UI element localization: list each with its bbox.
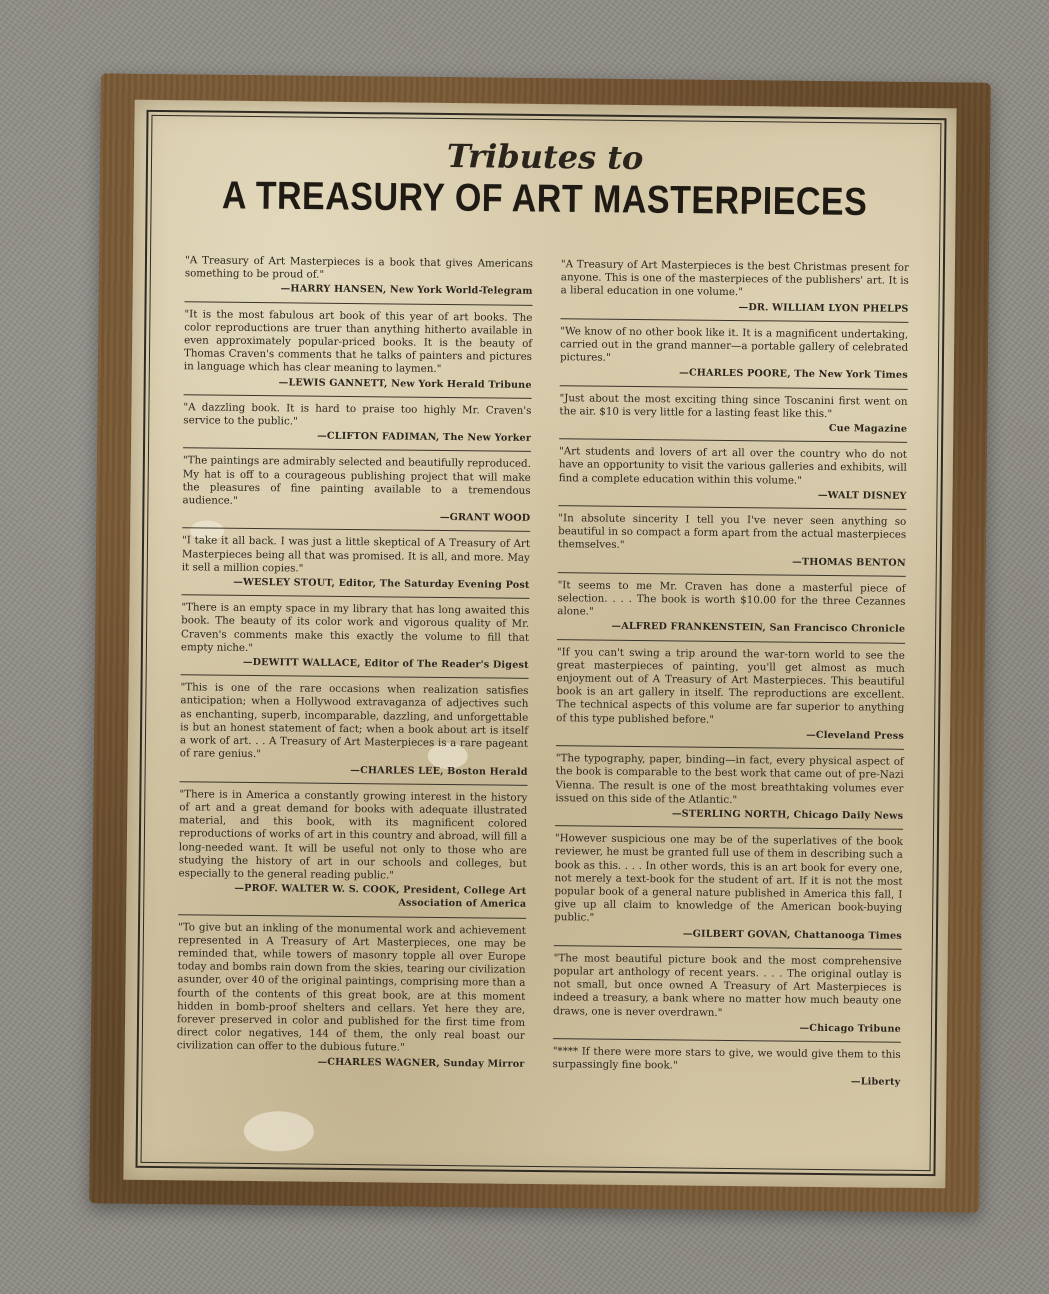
tribute-attribution: —STERLING NORTH, Chicago Daily News [671, 808, 904, 822]
tribute-attribution: —CHARLES LEE, Boston Herald [350, 764, 528, 778]
tribute-attribution: —GRANT WOOD [439, 512, 531, 525]
tribute-quote: "To give but an inkling of the monumental work and achievement represented in A Treasury of Art Masterpieces, one may be reminded that, while towers of masonry topple all over Europe today and bombs rain down from the skies, tearing our civilization asunder, over 40 of the original paintings, comprising more than a fourth of the contents of this great book, are at this moment hidden in bomb-proof shelters and cellars. Yet here they are, forever preserved in color and published for the first time from direct color negatives, 144 of them, the only real boast our civilization can offer to the dubious future." [176, 920, 527, 1054]
tribute-block [180, 676, 529, 786]
tribute-block [183, 395, 532, 452]
tribute-block [558, 506, 907, 576]
tribute-block [557, 573, 906, 643]
tribute-attribution: —DR. WILLIAM LYON PHELPS [738, 301, 909, 315]
tribute-block [176, 915, 526, 1077]
tribute-attribution: —Chicago Tribune [799, 1022, 902, 1035]
tribute-quote: "The typography, paper, binding—in fact, every physical aspect of the book is comparable to the best work that came out of pre-Nazi Vienna. The result is one of the most breathtaking volumes ever issued on this side of the Atlantic." [555, 752, 904, 806]
tribute-block [184, 302, 533, 399]
tribute-block [181, 596, 530, 680]
script-heading: Tributes to [446, 136, 644, 178]
tribute-quote: "I take it all back. I was just a little skeptical of A Treasury of Art Masterpieces being all that was promised. It is all, and more. May it sell a million copies." [181, 534, 531, 575]
main-heading: A TREASURY OF ART MASTERPIECES [221, 173, 868, 225]
tribute-attribution: —CHARLES POORE, The New York Times [679, 367, 908, 382]
tribute-block [552, 1039, 901, 1095]
tribute-block [559, 386, 908, 443]
tribute-quote: "It seems to me Mr. Craven has done a masterful piece of selection. . . . The book is worth $10.00 for the three Cezannes alone." [557, 579, 906, 618]
tribute-quote: "It is the most fabulous art book of this year of art books. The color reproductions are truer than anything hitherto available in even approximately popular-priced books. It is the beauty of Thomas Craven's comments that he talks of painters and pictures in language which has clear meaning to laymen." [183, 307, 533, 376]
tribute-block [553, 946, 902, 1043]
tribute-block [554, 826, 903, 949]
tribute-quote: "However suspicious one may be of the superlatives of the book reviewer, he must be granted full use of them in describing such a book as this. . . . In other words, this is an art book for every one, not merely a text-book for the student of art. If it is not the most popular book of a general nature published in America this fall, I give up all claim to knowledge of the American book-buying public." [554, 832, 903, 924]
tribute-attribution: —THOMAS BENTON [792, 556, 906, 569]
book-slipcase [89, 73, 991, 1212]
right-tribute-column [552, 252, 909, 1095]
tribute-block [560, 252, 909, 322]
tribute-block [556, 640, 905, 750]
tribute-quote: "A dazzling book. It is hard to praise too highly Mr. Craven's service to the public." [183, 401, 532, 428]
tribute-quote: "A Treasury of Art Masterpieces is a book that gives Americans something to be proud of." [184, 254, 534, 281]
tribute-block [181, 529, 530, 599]
tribute-quote: "The paintings are admirably selected and beautifully reproduced. My hat is off to a courageous publishing project that will make the pleasures of fine painting available to a tremendous audience." [182, 454, 531, 507]
tribute-attribution: —HARRY HANSEN, New York World-Telegram [280, 283, 533, 298]
tribute-attribution: —GILBERT GOVAN, Chattanooga Times [682, 928, 903, 942]
tribute-attribution: —Liberty [850, 1076, 901, 1089]
tribute-quote: "We know of no other book like it. It is a magnificent undertaking, carried out in the grand manner—a portable gallery of celebrated pictures." [559, 325, 909, 364]
left-tribute-column [176, 248, 533, 1076]
tribute-block [555, 746, 904, 830]
tribute-attribution: —WESLEY STOUT, Editor, The Saturday Evening Post [233, 576, 530, 591]
tribute-quote: "In absolute sincerity I tell you I've never seen anything so beautiful in so compact a form apart from the actual masterpieces themselves." [557, 512, 907, 552]
tribute-attribution: —Cleveland Press [806, 729, 905, 742]
tribute-attribution: —CLIFTON FADIMAN, The New Yorker [317, 430, 532, 445]
tribute-quote: "The most beautiful picture book and the most comprehensive popular art anthology of recent years. . . . The original outlay is not small, but once owned A Treasury of Art Masterpieces is indeed a treasury, a bank where no matter how much beauty one draws, one is never overdrawn." [553, 951, 902, 1019]
tribute-attribution: —ALFRED FRANKENSTEIN, San Francisco Chronicle [611, 621, 906, 636]
tribute-attribution: —PROF. WALTER W. S. COOK, President, College Art Association of America [234, 882, 527, 911]
back-cover-label [123, 100, 956, 1189]
tribute-attribution: —DEWITT WALLACE, Editor of The Reader's Digest [242, 656, 529, 671]
tribute-block [560, 319, 909, 389]
tribute-block [178, 782, 527, 918]
tribute-quote: "Art students and lovers of art all over the country who do not have an opportunity to visit the various galleries and exhibits, will find a complete education within this volume." [558, 445, 908, 487]
tribute-attribution: Cue Magazine [828, 423, 908, 435]
tribute-attribution: —LEWIS GANNETT, New York Herald Tribune [278, 376, 532, 391]
tribute-quote: "There is an empty space in my library that has long awaited this book. The beauty of its color work and vigorous quality of Mr. Craven's comments make this exactly the volume to fill that empty niche." [180, 601, 530, 654]
tribute-attribution: —WALT DISNEY [817, 489, 907, 502]
tribute-block [182, 449, 531, 533]
tribute-quote: "If you can't swing a trip around the war-torn world to see the great masterpieces of painting, you'll get almost as much enjoyment out of A Treasury of Art Masterpieces. This beautiful book is an art gallery in itself. The reproductions are excellent. The technical aspects of this volume are far superior to anything of this type published before." [556, 645, 905, 726]
tribute-quote: "**** If there were more stars to give, we would give them to this surpassingly fine book." [552, 1045, 901, 1072]
tribute-quote: "Just about the most exciting thing since Toscanini first went on the air. $10 is very little for a lasting feast like this." [559, 391, 908, 420]
tribute-quote: "A Treasury of Art Masterpieces is the best Christmas present for anyone. This is one of the masterpieces of the publishers' art. It is a liberal education in one volume." [560, 258, 910, 299]
tribute-quote: "This is one of the rare occasions when realization satisfies anticipation; when a Hollywood extravaganza of adjectives such as enchanting, superb, incomparable, dazzling, and unforgettable is but an honest statement of fact; when a book about art is itself a work of art. . . A Treasury of Art Masterpieces is a rare pageant of rare genius." [179, 681, 529, 761]
tribute-quote: "There is in America a constantly growing interest in the history of art and a great demand for books with adequate illustrated material, and this book, with its magnificent colored reproductions of works of art in this country and abroad, will fill a long-needed want. It will be useful not only to those who are studying the history of art in our schools and colleges, but especially to the general reading public." [178, 787, 528, 882]
tribute-block [558, 439, 907, 509]
tribute-block [185, 248, 534, 305]
tribute-attribution: —CHARLES WAGNER, Sunday Mirror [317, 1056, 525, 1070]
